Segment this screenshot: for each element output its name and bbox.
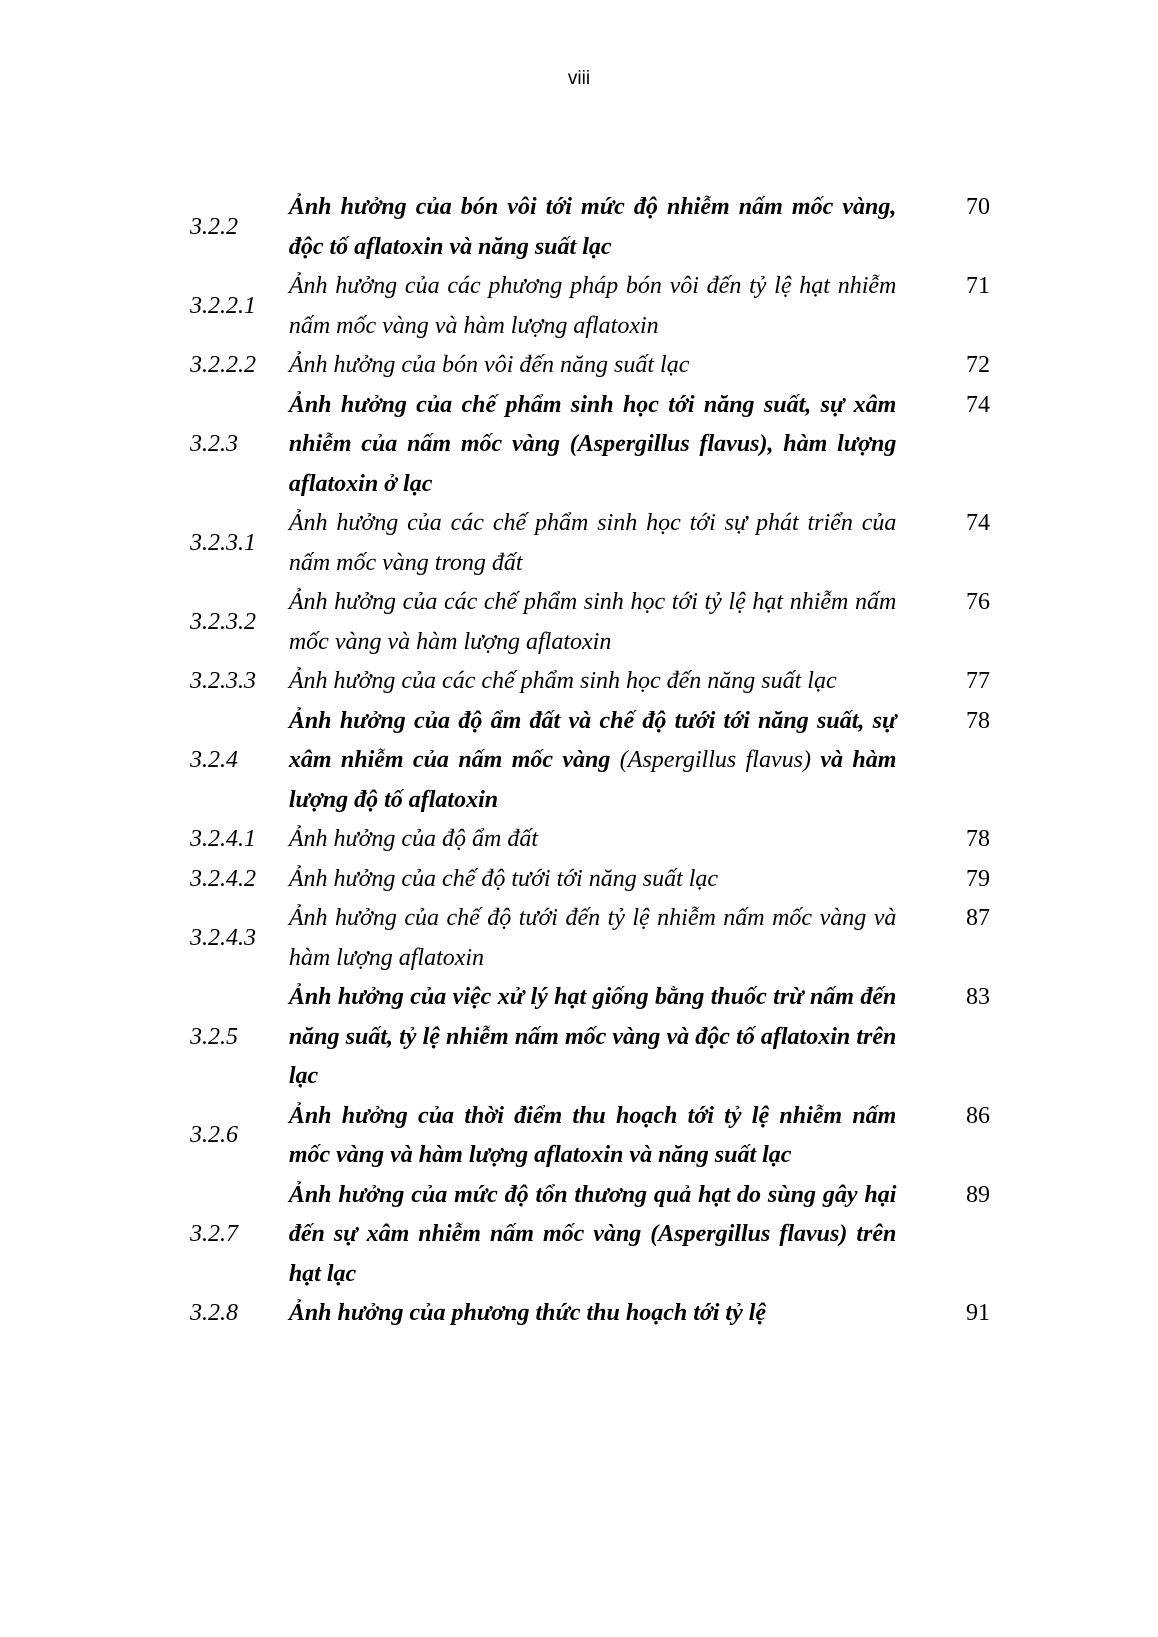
- toc-entry: [190, 820, 990, 860]
- toc-entry: [190, 1294, 990, 1334]
- section-title: Ảnh hưởng của chế độ tưới tới năng suất lạc: [288, 865, 719, 892]
- toc-entry: [190, 188, 990, 267]
- section-title: Ảnh hưởng của bón vôi đến năng suất lạc: [288, 352, 690, 378]
- page-ref: 74: [966, 510, 990, 536]
- section-number: 3.2.3.1: [190, 529, 256, 556]
- section-title: Ảnh hưởng của mức độ tổn thương quả hạt do sùng gây hại đến sự xâm nhiễm nấm mốc vàng (Aspergillus flavus) trên hạt lạc: [288, 1181, 897, 1287]
- toc-entry: [190, 899, 990, 978]
- section-number: 3.2.8: [190, 1300, 238, 1326]
- toc-entry: [190, 702, 990, 821]
- toc-entry: [190, 662, 990, 702]
- section-number: 3.2.5: [190, 1023, 238, 1050]
- section-number: 3.2.3.3: [190, 668, 256, 694]
- page-ref: 87: [966, 905, 990, 931]
- section-number: 3.2.4.2: [190, 865, 256, 892]
- section-title: Ảnh hưởng của chế phẩm sinh học tới năng suất, sự xâm nhiễm của nấm mốc vàng (Aspergillus flavus), hàm lượng aflatoxin ở lạc: [288, 391, 897, 497]
- toc-entry: [190, 860, 990, 900]
- page-ref: 76: [966, 589, 990, 615]
- page-ref: 72: [966, 352, 990, 378]
- table-of-contents: [190, 188, 990, 1334]
- section-number: 3.2.6: [190, 1122, 238, 1149]
- section-number: 3.2.4.3: [190, 924, 256, 951]
- page-ref: 71: [966, 273, 990, 299]
- toc-entry: [190, 978, 990, 1097]
- section-title: [289, 702, 897, 821]
- section-title: Ảnh hưởng của các chế phẩm sinh học tới tỷ lệ hạt nhiễm nấm mốc vàng và hàm lượng aflatoxin: [288, 589, 897, 655]
- page-ref: 70: [966, 194, 990, 220]
- page-ref: 89: [966, 1181, 990, 1208]
- section-number: 3.2.4: [190, 747, 238, 773]
- section-title: Ảnh hưởng của chế độ tưới đến tỷ lệ nhiễm nấm mốc vàng và hàm lượng aflatoxin: [288, 905, 897, 971]
- page-ref: 83: [966, 984, 990, 1010]
- page-ref: 74: [966, 391, 990, 418]
- section-number: 3.2.4.1: [190, 826, 256, 852]
- page-ref: 86: [966, 1102, 990, 1129]
- section-title: Ảnh hưởng của các chế phẩm sinh học tới sự phát triển của nấm mốc vàng trong đất: [288, 510, 897, 576]
- toc-entry: [190, 267, 990, 346]
- page-ref: 78: [966, 826, 990, 852]
- section-number: 3.2.3.2: [190, 608, 256, 635]
- toc-entry: [190, 386, 990, 505]
- section-number: 3.2.2.2: [190, 352, 256, 378]
- section-title-part: Ảnh hưởng của độ ẩm đất và chế độ tưới tới năng suất, sự xâm nhiễm của nấm mốc vàng: [288, 707, 897, 773]
- section-title-part: (Aspergillus flavus): [610, 747, 811, 773]
- page-ref: 78: [966, 707, 990, 734]
- toc-entry: [190, 583, 990, 662]
- toc-entry: [190, 346, 990, 386]
- section-title: Ảnh hưởng của việc xử lý hạt giống bằng thuốc trừ nấm đến năng suất, tỷ lệ nhiễm nấm mốc vàng và độc tố aflatoxin trên lạc: [288, 984, 897, 1089]
- section-title-part: và hàm lượng độ tố aflatoxin: [288, 747, 897, 813]
- toc-entry: [190, 504, 990, 583]
- section-title: Ảnh hưởng của các chế phẩm sinh học đến năng suất lạc: [288, 668, 837, 694]
- toc-entry: [190, 1176, 990, 1295]
- toc-entry: [190, 1097, 990, 1176]
- section-number: 3.2.2.1: [190, 292, 256, 319]
- section-title: Ảnh hưởng của phương thức thu hoạch tới tỷ lệ: [288, 1300, 767, 1326]
- section-number: 3.2.2: [190, 213, 238, 240]
- page-ref: 91: [966, 1300, 990, 1326]
- section-title: Ảnh hưởng của bón vôi tới mức độ nhiễm nấm mốc vàng, độc tố aflatoxin và năng suất lạc: [288, 194, 897, 260]
- section-title: Ảnh hưởng của độ ẩm đất: [288, 826, 539, 852]
- page-number: viii: [567, 68, 591, 89]
- section-title: Ảnh hưởng của các phương pháp bón vôi đến tỷ lệ hạt nhiễm nấm mốc vàng và hàm lượng aflatoxin: [288, 273, 897, 339]
- page-ref: 79: [966, 865, 990, 892]
- section-number: 3.2.3: [190, 431, 238, 457]
- page-ref: 77: [966, 668, 990, 694]
- section-number: 3.2.7: [190, 1221, 238, 1247]
- section-title: Ảnh hưởng của thời điểm thu hoạch tới tỷ lệ nhiễm nấm mốc vàng và hàm lượng aflatoxin và năng suất lạc: [288, 1102, 897, 1168]
